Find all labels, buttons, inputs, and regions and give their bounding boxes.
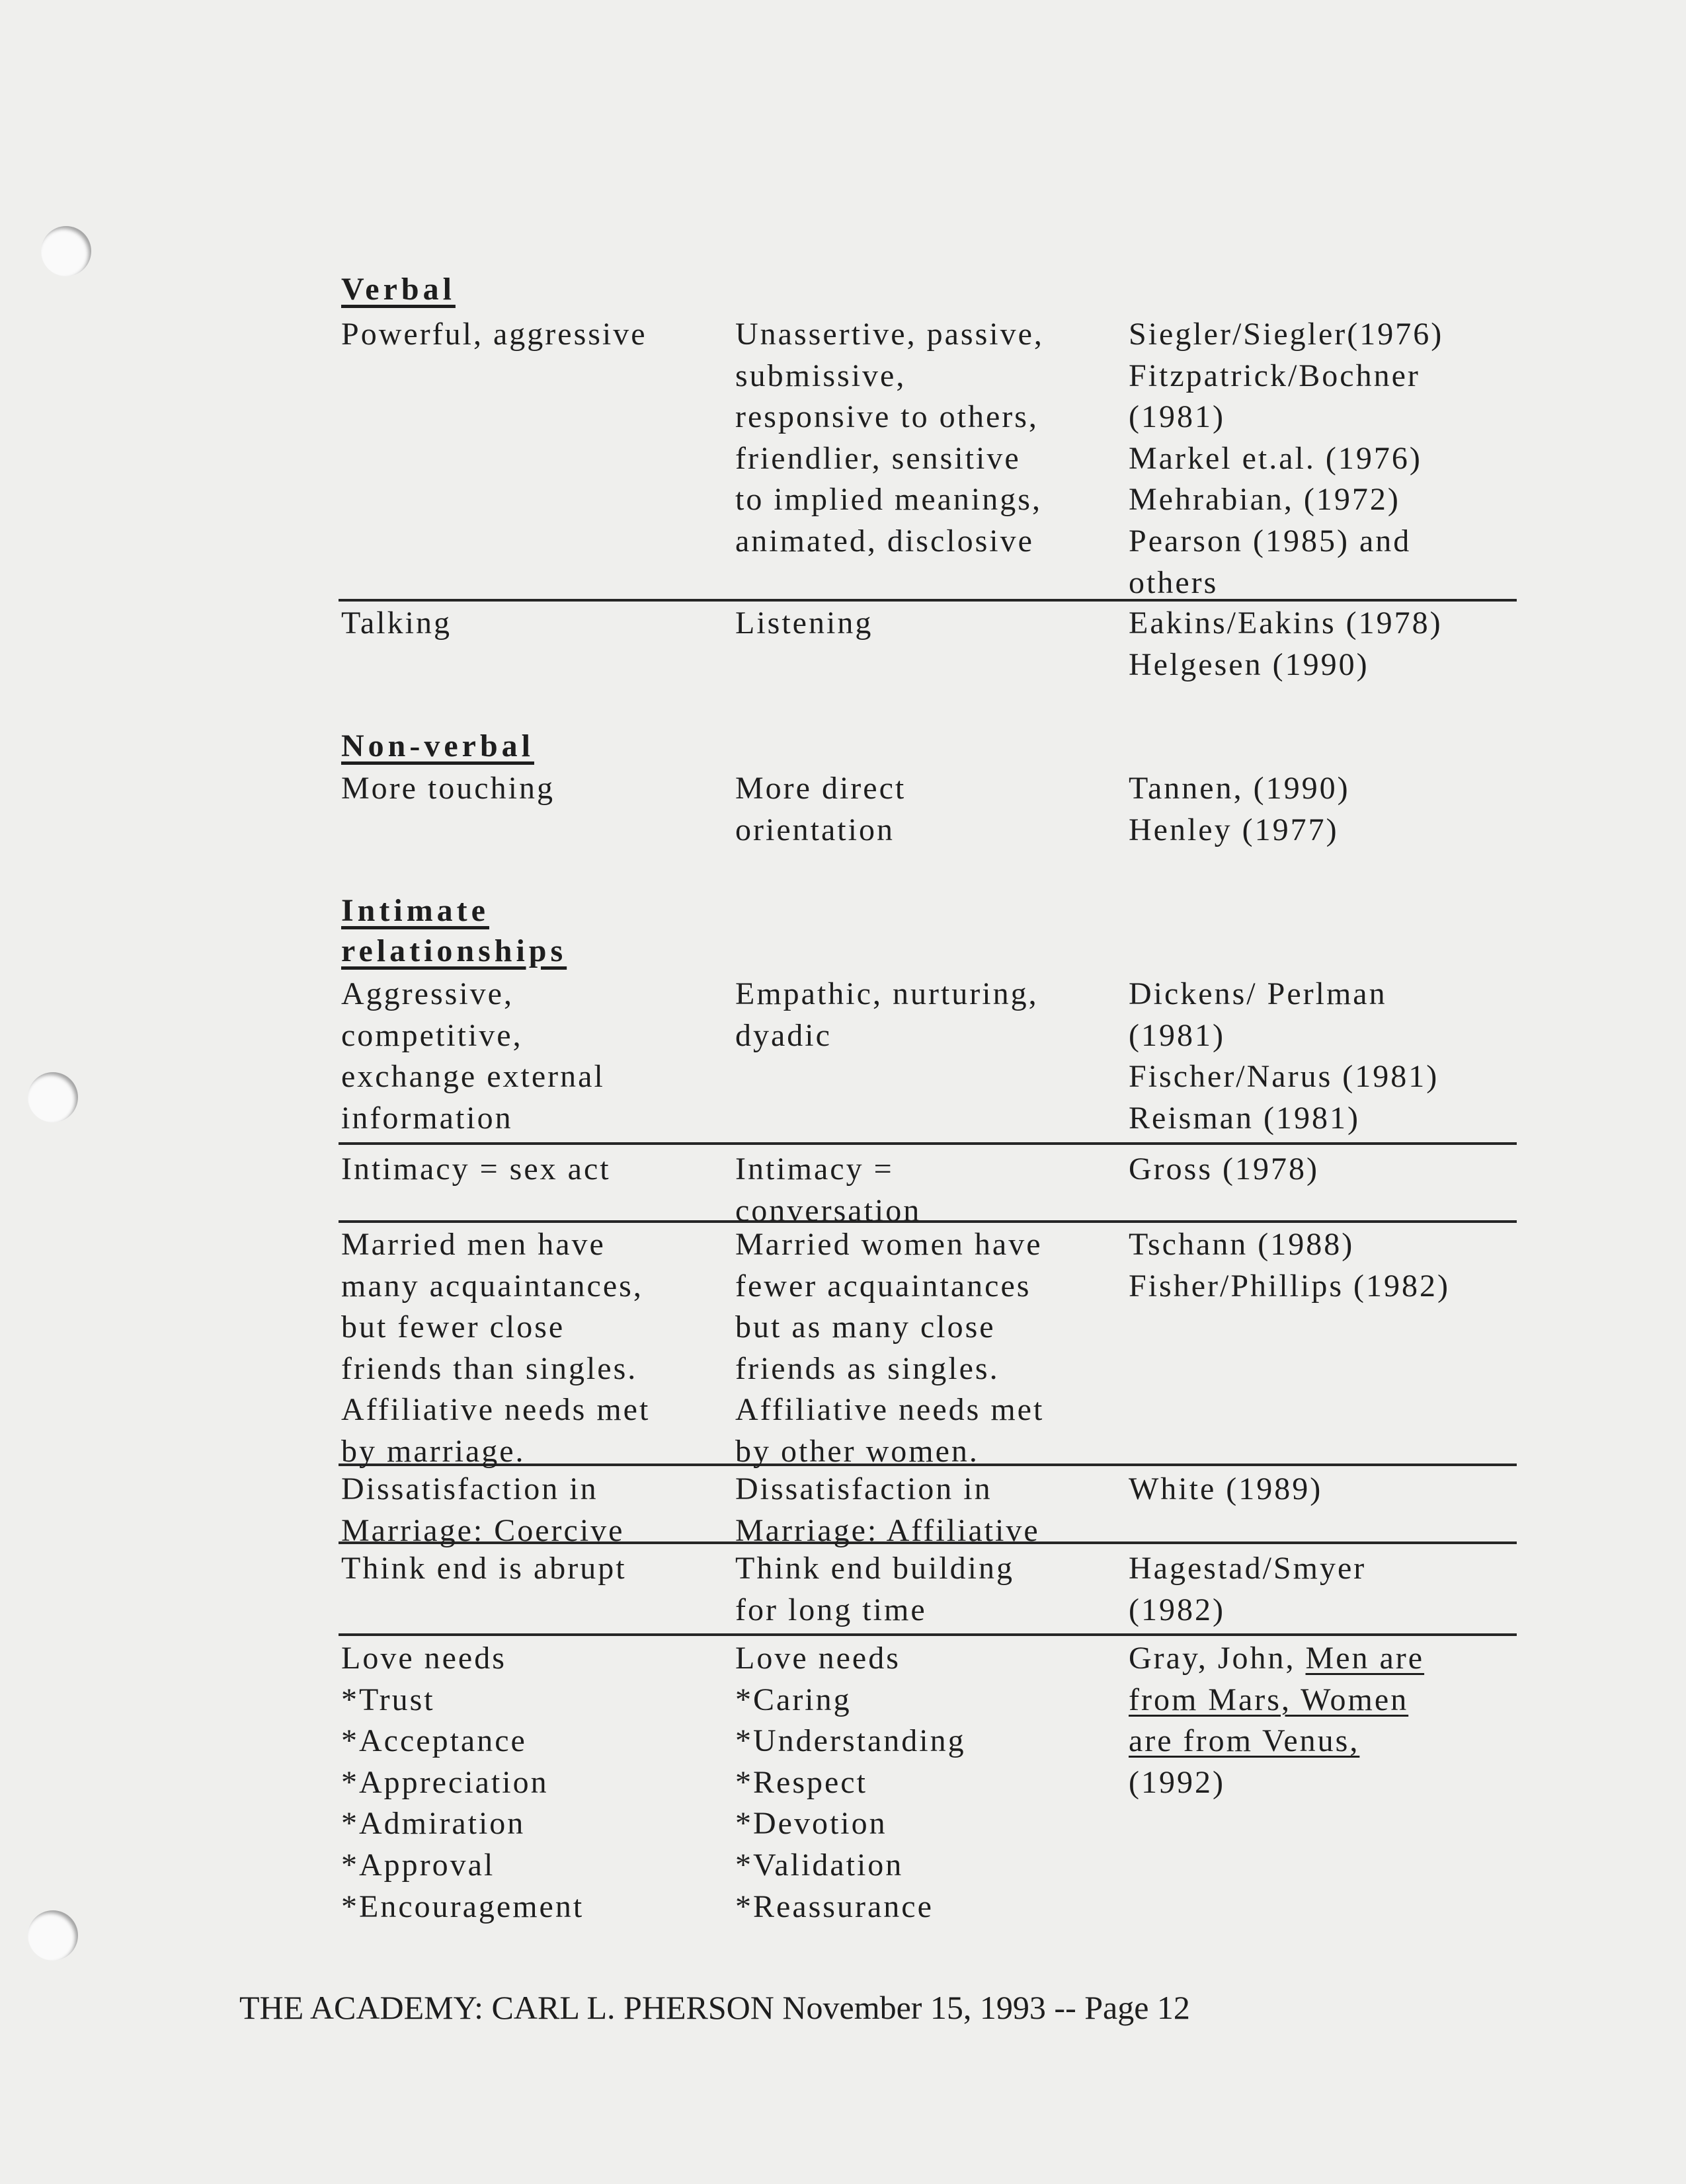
cell-line: *Devotion	[735, 1806, 887, 1842]
cell-line: Tschann (1988)	[1129, 1227, 1355, 1262]
cell-line: *Admiration	[341, 1806, 526, 1842]
women-column-cell	[735, 1548, 1119, 1631]
cell-line: responsive to others,	[735, 399, 1039, 435]
cell-line: Henley (1977)	[1129, 812, 1339, 847]
cell-line: Unassertive, passive,	[735, 317, 1044, 352]
cell-line: *Validation	[735, 1847, 904, 1883]
cell-line: Aggressive,	[341, 976, 514, 1011]
cell-line: *Acceptance	[341, 1723, 527, 1759]
cell-line: Reisman (1981)	[1129, 1100, 1360, 1136]
cell-line: Gray, John, Men are	[1129, 1641, 1425, 1676]
cell-line: Affiliative needs met	[341, 1392, 651, 1428]
source-column-cell	[1129, 1224, 1525, 1307]
men-column-cell	[341, 603, 711, 644]
cell-line: Helgesen (1990)	[1129, 646, 1369, 682]
cell-line: *Appreciation	[341, 1764, 549, 1800]
cell-line: (1981)	[1129, 399, 1225, 435]
cell-line: Marriage: Coercive	[341, 1512, 625, 1548]
section-heading-relationships: relationships	[341, 933, 567, 968]
row-divider	[339, 1142, 1517, 1145]
source-column-cell	[1129, 1469, 1525, 1510]
cell-line: Fitzpatrick/Bochner	[1129, 358, 1420, 393]
men-column-cell	[341, 768, 711, 810]
cell-line: competitive,	[341, 1017, 523, 1053]
cell-line: More touching	[341, 771, 555, 806]
cell-line: White (1989)	[1129, 1471, 1323, 1506]
cell-line: Fischer/Narus (1981)	[1129, 1059, 1439, 1095]
cell-line: (1992)	[1129, 1764, 1225, 1800]
cell-line: many acquaintances,	[341, 1268, 643, 1304]
cell-line: but as many close	[735, 1309, 996, 1345]
cell-line: submissive,	[735, 358, 906, 393]
cell-line: friends as singles.	[735, 1350, 1000, 1386]
source-column-cell	[1129, 603, 1525, 685]
cell-line: friendlier, sensitive	[735, 440, 1021, 476]
cell-line: (1981)	[1129, 1017, 1225, 1053]
cell-line: (1982)	[1129, 1592, 1225, 1627]
cell-line: Markel et.al. (1976)	[1129, 440, 1422, 476]
cell-line: *Respect	[735, 1764, 867, 1800]
women-column-cell	[735, 1224, 1119, 1473]
cell-line: Mehrabian, (1972)	[1129, 482, 1400, 518]
women-column-cell	[735, 768, 1119, 851]
cell-line: to implied meanings,	[735, 482, 1042, 518]
cell-line: Affiliative needs met	[735, 1392, 1045, 1428]
cell-line: exchange external	[341, 1059, 605, 1095]
men-column-cell	[341, 1638, 711, 1928]
section-heading-nonverbal: Non-verbal	[341, 728, 534, 763]
cell-line: others	[1129, 565, 1219, 600]
men-column-cell	[341, 974, 711, 1139]
cell-line: fewer acquaintances	[735, 1268, 1031, 1304]
punch-hole	[28, 1072, 78, 1122]
source-column-cell	[1129, 314, 1525, 604]
cell-line: *Reassurance	[735, 1889, 934, 1924]
cell-line: Love needs	[735, 1641, 901, 1676]
cell-line: for long time	[735, 1592, 927, 1627]
cell-line: *Approval	[341, 1847, 495, 1883]
cell-line: Dissatisfaction in	[341, 1471, 598, 1506]
page-footer: THE ACADEMY: CARL L. PHERSON November 15, 1993 -- Page 12	[239, 1989, 1190, 2026]
cell-line: friends than singles.	[341, 1350, 638, 1386]
cell-line: but fewer close	[341, 1309, 565, 1345]
cell-line: information	[341, 1100, 513, 1136]
cell-line: Intimacy = sex act	[341, 1151, 611, 1187]
source-column-cell	[1129, 974, 1525, 1139]
cell-line: dyadic	[735, 1017, 832, 1053]
source-column-cell	[1129, 1638, 1525, 1803]
cell-line: from Mars, Women	[1129, 1682, 1409, 1717]
section-heading-verbal: Verbal	[341, 272, 456, 307]
cell-line: Siegler/Siegler(1976)	[1129, 317, 1444, 352]
cell-line: conversation	[735, 1192, 922, 1228]
cell-line: by marriage.	[341, 1433, 526, 1469]
cell-line: Empathic, nurturing,	[735, 976, 1039, 1011]
cell-line: Hagestad/Smyer	[1129, 1551, 1367, 1586]
source-column-cell	[1129, 1548, 1525, 1631]
women-column-cell	[735, 974, 1119, 1056]
cell-line: Married women have	[735, 1227, 1043, 1262]
cell-line: Think end is abrupt	[341, 1551, 627, 1586]
cell-line: Eakins/Eakins (1978)	[1129, 605, 1443, 641]
cell-line: *Caring	[735, 1682, 852, 1717]
cell-line: Powerful, aggressive	[341, 317, 647, 352]
section-heading-intimate: Intimate	[341, 893, 489, 928]
book-title: Men are	[1305, 1641, 1425, 1676]
cell-line: Fisher/Phillips (1982)	[1129, 1268, 1451, 1304]
row-divider	[339, 1633, 1517, 1636]
cell-line: orientation	[735, 812, 895, 847]
men-column-cell	[341, 1224, 711, 1473]
cell-line: Dissatisfaction in	[735, 1471, 992, 1506]
cell-line: *Encouragement	[341, 1889, 584, 1924]
men-column-cell	[341, 1548, 711, 1590]
cell-line: Married men have	[341, 1227, 606, 1262]
cell-line: Dickens/ Perlman	[1129, 976, 1387, 1011]
women-column-cell	[735, 314, 1119, 563]
women-column-cell	[735, 1638, 1119, 1928]
cell-line: Gross (1978)	[1129, 1151, 1319, 1187]
cell-line: Talking	[341, 605, 452, 641]
cell-line: Pearson (1985) and	[1129, 523, 1412, 559]
cell-line: Listening	[735, 605, 873, 641]
cell-line: *Trust	[341, 1682, 435, 1717]
cell-line: are from Venus,	[1129, 1723, 1360, 1759]
cell-line: Tannen, (1990)	[1129, 771, 1350, 806]
source-column-cell	[1129, 768, 1525, 851]
cell-line: *Understanding	[735, 1723, 966, 1759]
cell-line: Think end building	[735, 1551, 1014, 1586]
women-column-cell	[735, 603, 1119, 644]
cell-line: More direct	[735, 771, 906, 806]
source-column-cell	[1129, 1149, 1525, 1190]
women-column-cell	[735, 1469, 1119, 1551]
cell-line: Marriage: Affiliative	[735, 1512, 1040, 1548]
punch-hole	[41, 226, 91, 276]
men-column-cell	[341, 314, 711, 356]
cell-line: Intimacy =	[735, 1151, 894, 1187]
punch-hole	[28, 1910, 78, 1961]
women-column-cell	[735, 1149, 1119, 1231]
men-column-cell	[341, 1149, 711, 1190]
cell-line: animated, disclosive	[735, 523, 1034, 559]
men-column-cell	[341, 1469, 711, 1551]
cell-line: by other women.	[735, 1433, 979, 1469]
cell-line: Love needs	[341, 1641, 506, 1676]
